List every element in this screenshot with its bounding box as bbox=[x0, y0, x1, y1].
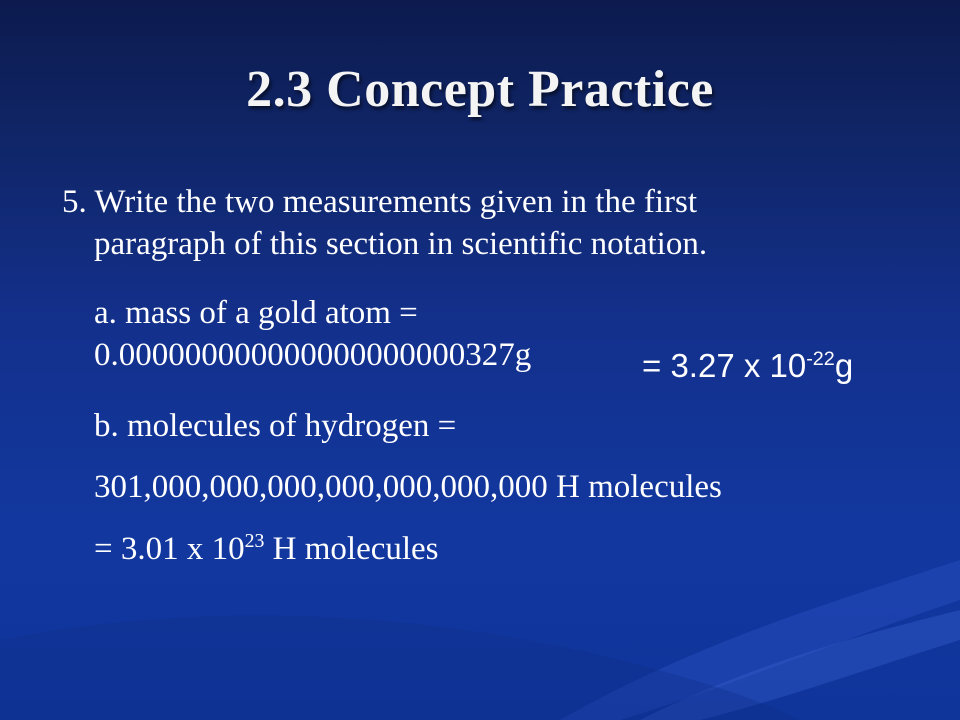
part-b-answer-prefix: = 3.01 x 10 bbox=[94, 531, 245, 567]
slide-title: 2.3 Concept Practice bbox=[246, 61, 714, 118]
part-b-answer-suffix: H molecules bbox=[264, 531, 439, 567]
part-b-answer-exponent: 23 bbox=[244, 530, 265, 552]
part-a-answer-suffix: g bbox=[834, 347, 854, 384]
part-a-answer-exponent: -22 bbox=[806, 348, 835, 370]
part-b-answer bbox=[94, 528, 439, 570]
part-b-value: 301,000,000,000,000,000,000,000 H molecules bbox=[94, 469, 722, 505]
part-a-answer bbox=[642, 347, 853, 385]
part-b-label: b. molecules of hydrogen = bbox=[94, 408, 457, 444]
part-a-answer-prefix: = 3.27 x 10 bbox=[642, 347, 807, 384]
part-a-value: 0.000000000000000000000327g bbox=[94, 337, 532, 373]
question-line-1: 5. Write the two measurements given in the first bbox=[62, 184, 697, 220]
part-a-label: a. mass of a gold atom = bbox=[94, 295, 418, 331]
question-line-2: paragraph of this section in scientific notation. bbox=[94, 226, 708, 262]
